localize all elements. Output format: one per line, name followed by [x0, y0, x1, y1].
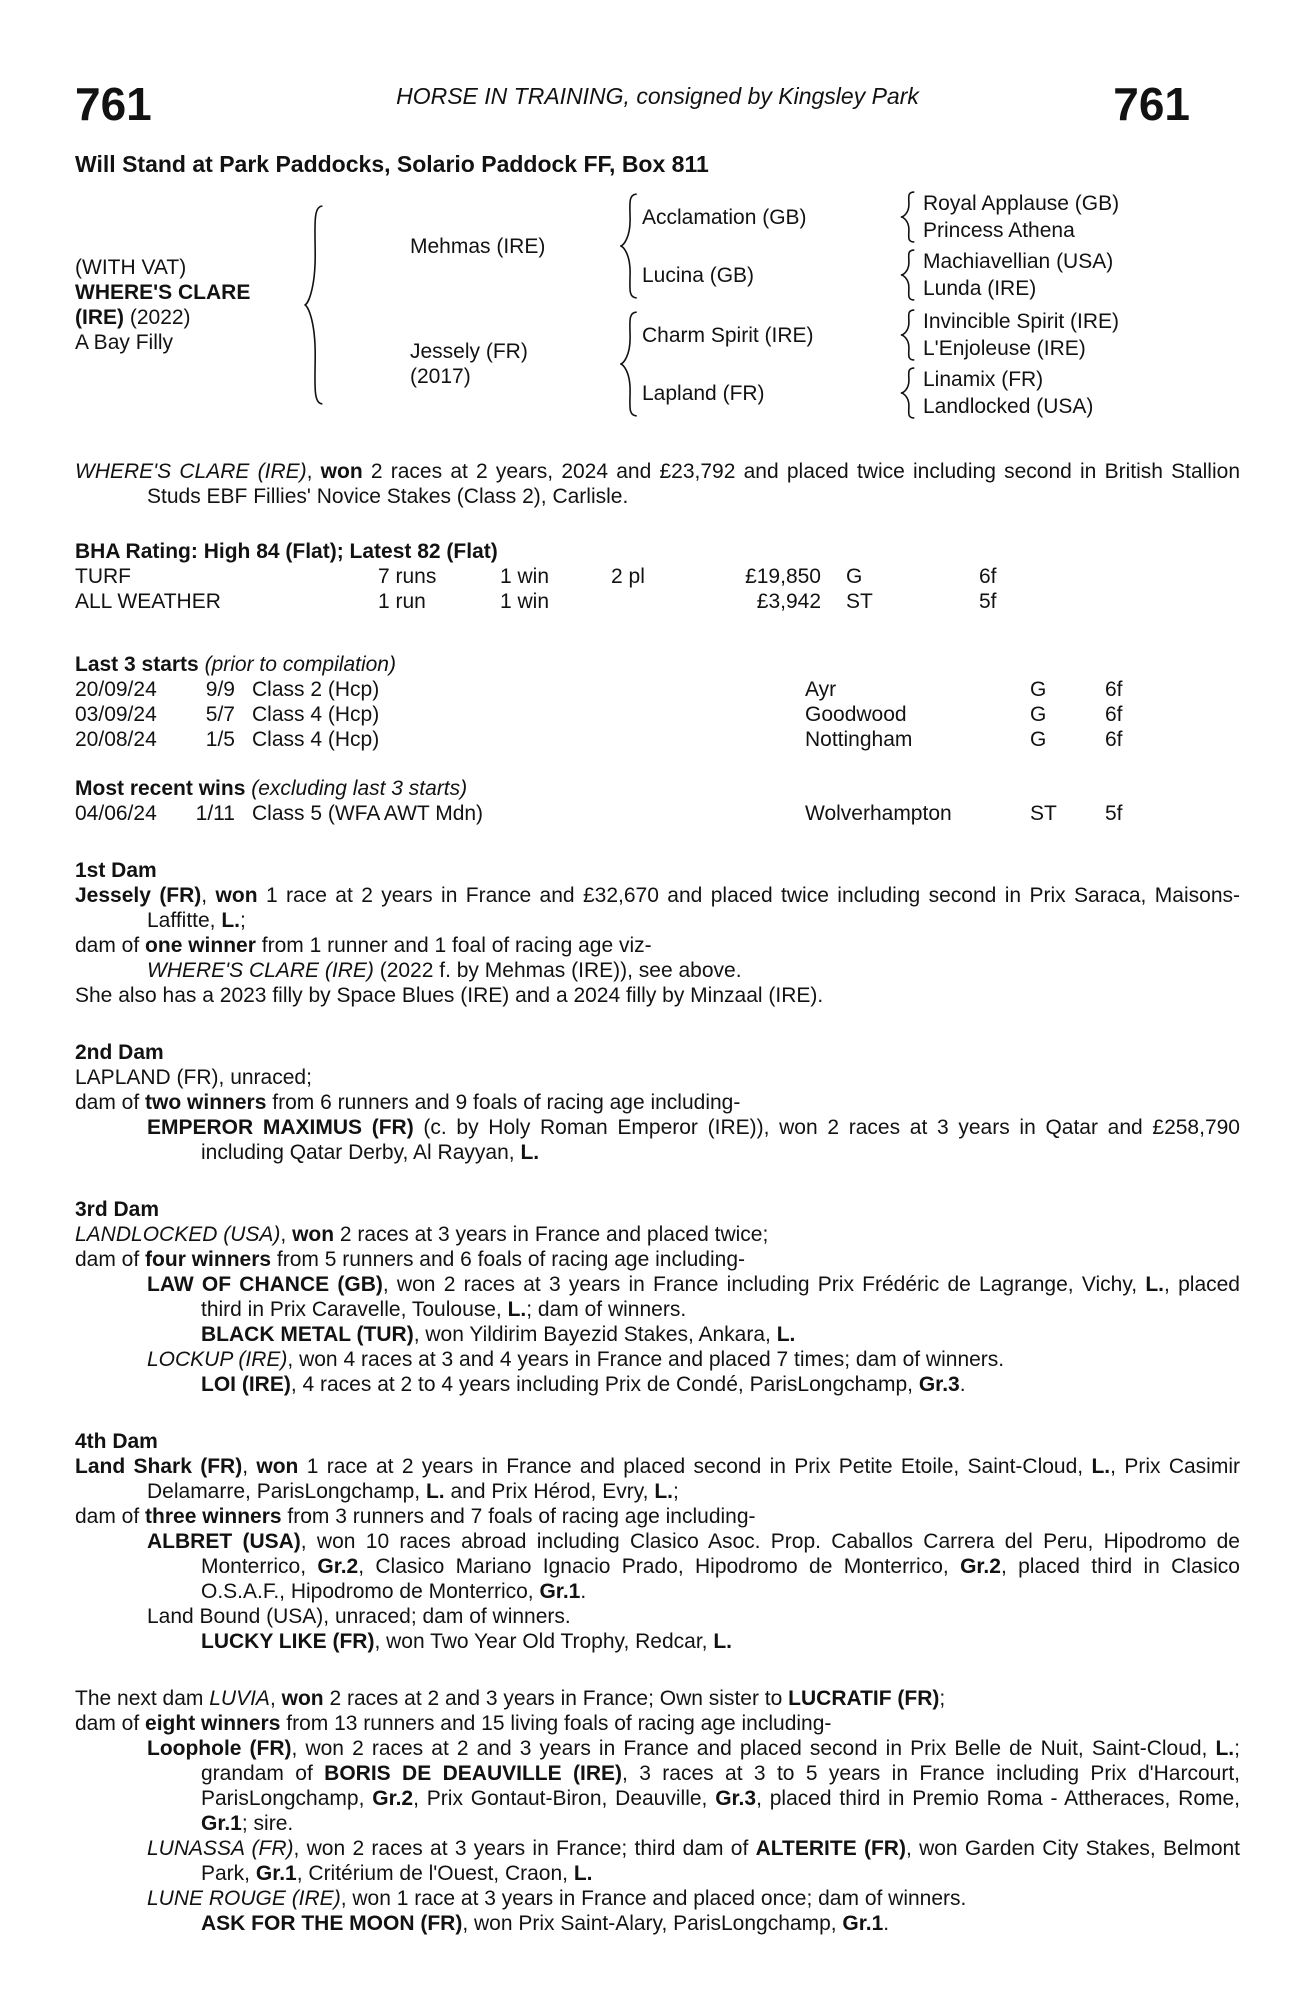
pedigree-sire-group [326, 191, 1119, 301]
bha-row-turf [75, 564, 1240, 589]
section-heading: 3rd Dam [75, 1198, 160, 1221]
cell-course: Nottingham [805, 728, 913, 751]
cell-date: 20/09/24 [75, 678, 157, 701]
great-grandparent-name: Princess Athena [923, 219, 1075, 242]
cell-wins: 1 win [500, 590, 550, 613]
cell-date: 20/08/24 [75, 728, 157, 751]
cell-distance: 6f [1105, 703, 1123, 726]
section-heading: 1st Dam [75, 859, 157, 882]
grandparent-group [642, 367, 1119, 419]
paragraph: WHERE'S CLARE (IRE) (2022 f. by Mehmas (IRE)), see above. [147, 959, 742, 982]
parent-name: Jessely (FR) (2017) [410, 340, 528, 388]
paragraph: Land Shark (FR), won 1 race at 2 years in France and placed second in Prix Petite Etoile, Saint-Cloud, L., Prix Casimir Delamarre, ParisLongchamp, L. and Prix Hérod, Evry, L.; [75, 1455, 1240, 1503]
paragraph: dam of eight winners from 13 runners and 15 living foals of racing age including- [75, 1712, 832, 1735]
cell-runs: 7 runs [378, 565, 437, 588]
cell-race-class: Class 2 (Hcp) [252, 678, 380, 701]
paragraph: LUCKY LIKE (FR), won Two Year Old Trophy, Redcar, L. [201, 1630, 733, 1653]
cell-going: ST [1030, 802, 1057, 825]
cell-distance: 6f [979, 565, 997, 588]
paragraph: EMPEROR MAXIMUS (FR) (c. by Holy Roman Emperor (IRE)), won 2 races at 3 years in Qatar and £258,790 including Qatar Derby, Al Rayyan, L. [147, 1116, 1240, 1164]
pedigree-brace-icon [899, 249, 917, 301]
grandparent-name: Lapland (FR) [642, 381, 765, 405]
section-2nd-dam [75, 1040, 1240, 1165]
pedigree-brace-icon [618, 192, 640, 300]
pedigree-brace-icon [899, 367, 917, 419]
paragraph: The next dam LUVIA, won 2 races at 2 and 3 years in France; Own sister to LUCRATIF (FR); [75, 1687, 946, 1710]
bha-rating-heading: BHA Rating: High 84 (Flat); Latest 82 (Flat) [75, 540, 498, 563]
great-grandparent-pair [923, 191, 1119, 243]
cell-distance: 5f [1105, 802, 1123, 825]
grandparent-name: Charm Spirit (IRE) [642, 323, 814, 347]
cell-distance: 6f [1105, 728, 1123, 751]
parent-name: Mehmas (IRE) [410, 234, 546, 258]
recent-wins-heading: Most recent wins (excluding last 3 starts) [75, 777, 468, 800]
paragraph: Land Bound (USA), unraced; dam of winners. [147, 1605, 571, 1628]
subject-name: WHERE'S CLARE [75, 281, 251, 304]
subject-origin-year: (IRE) (2022) [75, 306, 191, 329]
paragraph: ASK FOR THE MOON (FR), won Prix Saint-Alary, ParisLongchamp, Gr.1. [201, 1912, 890, 1935]
cell-places: 2 pl [611, 565, 645, 588]
great-grandparent-name: Linamix (FR) [923, 368, 1044, 391]
grandparent-name: Acclamation (GB) [642, 205, 807, 229]
paragraph: LAW OF CHANCE (GB), won 2 races at 3 years in France including Prix Frédéric de Lagrange, Vichy, L., placed third in Prix Caravelle, Toulouse, L.; dam of winners. [147, 1273, 1240, 1321]
lot-number-left: 761 [75, 78, 152, 130]
paragraph: dam of three winners from 3 runners and 7 foals of racing age including- [75, 1505, 756, 1528]
page-title: HORSE IN TRAINING, consigned by Kingsley Park [396, 83, 919, 109]
cell-places [611, 589, 721, 614]
paragraph: LUNASSA (FR), won 2 races at 3 years in France; third dam of ALTERITE (FR), won Garden City Stakes, Belmont Park, Gr.1, Critérium de l'Ouest, Craon, L. [147, 1837, 1241, 1885]
cell-distance: 6f [1105, 678, 1123, 701]
great-grandparent-name: Invincible Spirit (IRE) [923, 310, 1120, 333]
paragraph: BLACK METAL (TUR), won Yildirim Bayezid Stakes, Ankara, L. [201, 1323, 796, 1346]
start-row [75, 677, 1240, 702]
race-record-paragraph: WHERE'S CLARE (IRE), won 2 races at 2 years, 2024 and £23,792 and placed twice including second in British Stallion Studs EBF Fillies' Novice Stakes (Class 2), Carlisle. [75, 460, 1240, 508]
great-grandparent-pair [923, 309, 1119, 361]
cell-surface: ALL WEATHER [75, 590, 221, 613]
cell-course: Ayr [805, 678, 837, 701]
section-heading: 4th Dam [75, 1430, 158, 1453]
cell-course: Wolverhampton [805, 802, 952, 825]
lot-number-right: 761 [1113, 78, 1190, 130]
start-row [75, 727, 1240, 752]
cell-runs: 1 run [378, 590, 426, 613]
paragraph: She also has a 2023 filly by Space Blues (IRE) and a 2024 filly by Minzaal (IRE). [75, 984, 824, 1007]
great-grandparent-name: Royal Applause (GB) [923, 192, 1120, 215]
cell-going: G [1030, 703, 1047, 726]
grandparent-column [642, 191, 1119, 301]
pedigree-dam-group [326, 309, 1119, 419]
paragraph: dam of one winner from 1 runner and 1 foal of racing age viz- [75, 934, 652, 957]
paragraph: dam of four winners from 5 runners and 6 foals of racing age including- [75, 1248, 745, 1271]
paragraph: Loophole (FR), won 2 races at 2 and 3 years in France and placed second in Prix Belle de Nuit, Saint-Cloud, L.; grandam of BORIS DE DEAUVILLE (IRE), 3 races at 3 to 5 years in France including Prix d'Harcourt, ParisLongchamp, Gr.2, Prix Gontaut-Biron, Deauville, Gr.3, placed third in Premio Roma - Attheraces, Rome, Gr.1; sire. [147, 1737, 1241, 1835]
cell-position: 9/9 [205, 678, 235, 701]
great-grandparent-name: Landlocked (USA) [923, 395, 1094, 418]
bha-rating-block [75, 539, 1240, 614]
page-header [75, 78, 1240, 130]
pedigree-chart [75, 191, 1240, 419]
pedigree-parents [326, 191, 1119, 419]
paragraph: LUNE ROUGE (IRE), won 1 race at 3 years in France and placed once; dam of winners. [147, 1887, 967, 1910]
section-4th-dam [75, 1429, 1240, 1654]
grandparent-group [642, 191, 1119, 243]
pedigree-brace-icon [302, 202, 326, 408]
great-grandparent-name: L'Enjoleuse (IRE) [923, 337, 1086, 360]
cell-going: ST [846, 590, 873, 613]
win-row [75, 801, 1240, 826]
heading-note: (prior to compilation) [204, 653, 396, 676]
cell-prize-money: £3,942 [756, 590, 821, 613]
cell-going: G [1030, 678, 1047, 701]
cell-race-class: Class 4 (Hcp) [252, 728, 380, 751]
cell-distance: 5f [979, 590, 997, 613]
bha-row-all-weather [75, 589, 1240, 614]
section-next-dam [75, 1686, 1240, 1936]
paragraph: LANDLOCKED (USA), won 2 races at 3 years in France and placed twice; [75, 1223, 769, 1246]
start-row [75, 702, 1240, 727]
pedigree-brace-icon [899, 309, 917, 361]
paragraph: Jessely (FR), won 1 race at 2 years in France and £32,670 and placed twice including second in Prix Saraca, Maisons-Laffitte, L.; [75, 884, 1240, 932]
cell-wins: 1 win [500, 565, 550, 588]
subject-description: A Bay Filly [75, 331, 174, 354]
cell-race-class: Class 5 (WFA AWT Mdn) [252, 802, 484, 825]
pedigree-subject [75, 255, 290, 355]
cell-race-class: Class 4 (Hcp) [252, 703, 380, 726]
subject-vat: (WITH VAT) [75, 256, 187, 279]
great-grandparent-name: Lunda (IRE) [923, 277, 1037, 300]
paragraph: LOI (IRE), 4 races at 2 to 4 years including Prix de Condé, ParisLongchamp, Gr.3. [201, 1373, 966, 1396]
cell-position: 1/11 [195, 802, 235, 825]
cell-course: Goodwood [805, 703, 907, 726]
cell-date: 04/06/24 [75, 802, 157, 825]
recent-wins-block [75, 776, 1240, 826]
last-3-starts-heading: Last 3 starts (prior to compilation) [75, 653, 396, 676]
great-grandparent-pair [923, 367, 1093, 419]
grandparent-group [642, 249, 1119, 301]
great-grandparent-name: Machiavellian (USA) [923, 250, 1114, 273]
grandparent-name: Lucina (GB) [642, 263, 755, 287]
pedigree-brace-icon [899, 191, 917, 243]
paragraph: LAPLAND (FR), unraced; [75, 1066, 312, 1089]
section-heading: 2nd Dam [75, 1041, 164, 1064]
great-grandparent-pair [923, 249, 1113, 301]
heading-note: (excluding last 3 starts) [251, 777, 468, 800]
grandparent-group [642, 309, 1119, 361]
section-3rd-dam [75, 1197, 1240, 1397]
cell-position: 5/7 [205, 703, 235, 726]
paragraph: ALBRET (USA), won 10 races abroad including Clasico Asoc. Prop. Caballos Carrera del Peru, Hipodromo de Monterrico, Gr.2, Clasico Mariano Ignacio Prado, Hipodromo de Monterrico, Gr.2, placed third in Clasico O.S.A.F., Hipodromo de Monterrico, Gr.1. [147, 1530, 1240, 1603]
cell-prize-money: £19,850 [745, 565, 821, 588]
last-3-starts-block [75, 652, 1240, 752]
stand-location: Will Stand at Park Paddocks, Solario Paddock FF, Box 811 [75, 151, 709, 177]
paragraph: LOCKUP (IRE), won 4 races at 3 and 4 years in France and placed 7 times; dam of winners. [147, 1348, 1005, 1371]
cell-surface: TURF [75, 565, 131, 588]
pedigree-brace-icon [618, 310, 640, 418]
cell-position: 1/5 [205, 728, 235, 751]
cell-date: 03/09/24 [75, 703, 157, 726]
paragraph: dam of two winners from 6 runners and 9 foals of racing age including- [75, 1091, 741, 1114]
section-1st-dam [75, 858, 1240, 1008]
cell-going: G [846, 565, 863, 588]
cell-going: G [1030, 728, 1047, 751]
grandparent-column [642, 309, 1119, 419]
